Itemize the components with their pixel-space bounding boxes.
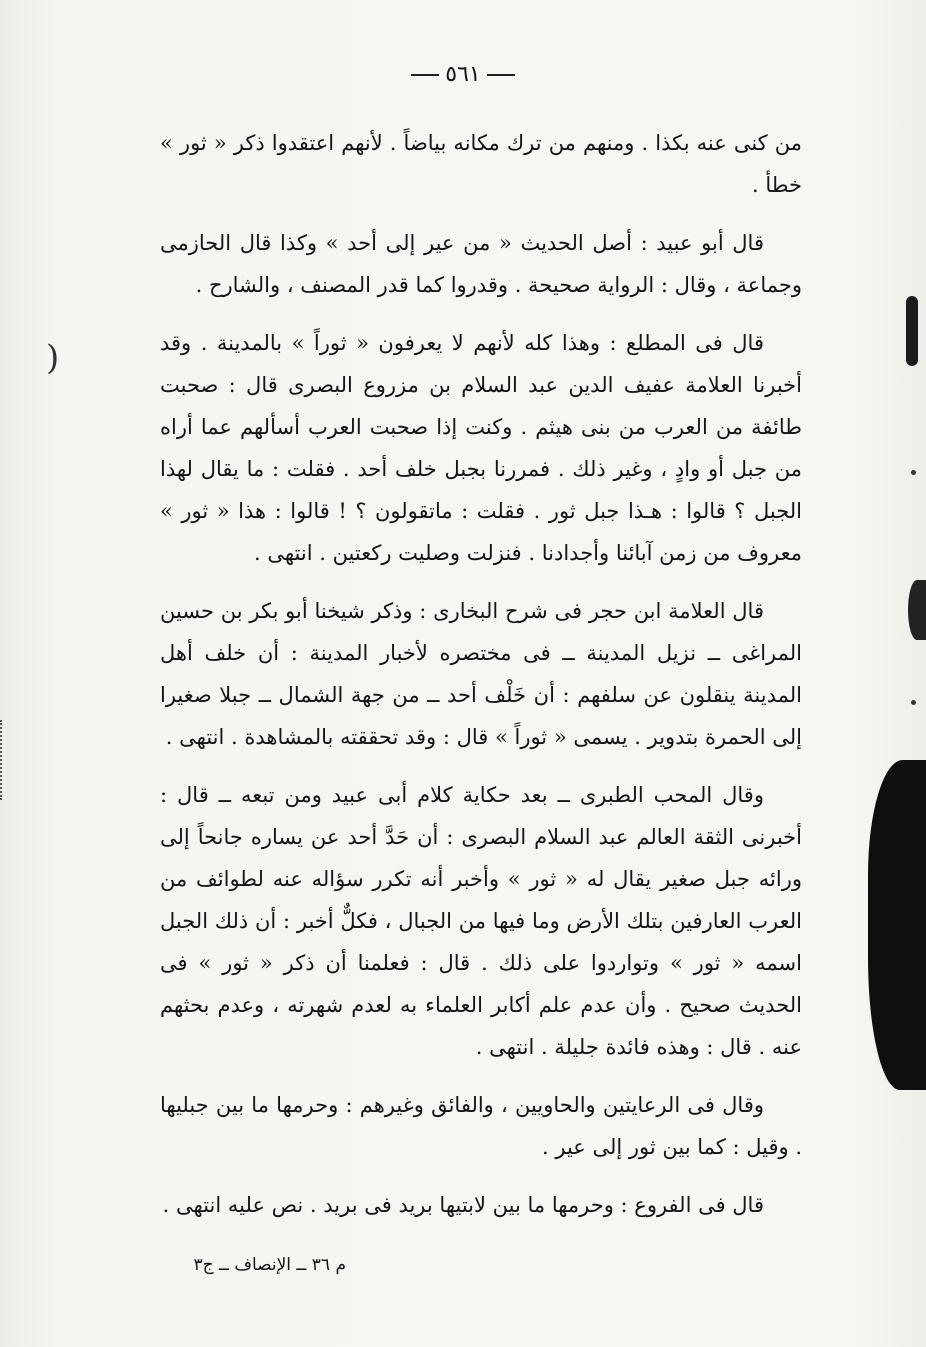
page-number-line xyxy=(0,62,926,87)
scan-edge-mark xyxy=(906,296,918,366)
dash-left xyxy=(411,74,439,76)
scan-edge-dot xyxy=(911,700,916,705)
dash-right xyxy=(487,74,515,76)
scan-ink-blot xyxy=(868,760,926,1090)
paragraph-2: قال أبو عبيد : أصل الحديث « من عير إلى أحد » وكذا قال الحازمى وجماعة ، وقال : الرواية صحيحة . وقدروا كما قدر المصنف ، والشارح . xyxy=(160,231,802,297)
scan-ink-mark xyxy=(908,580,926,640)
paragraph-7: قال فى الفروع : وحرمها ما بين لابتيها بريد فى بريد . نص عليه انتهى . xyxy=(162,1193,764,1217)
paragraph-4: قال العلامة ابن حجر فى شرح البخارى : وذكر شيخنا أبو بكر بن حسين المراغى ــ نزيل المدينة ــ فى مختصره لأخبار المدينة : أن خلف أهل المدينة ينقلون عن سلفهم : أن خَلْف أحد ــ من جهة الشمال ــ جبلا صغيرا إلى الحمرة بتدوير . يسمى « ثوراً » قال : وقد تحققته بالمشاهدة . انتهى . xyxy=(160,599,802,749)
paragraph-1: من كنى عنه بكذا . ومنهم من ترك مكانه بياضاً . لأنهم اعتقدوا ذكر « ثور » خطأ . xyxy=(160,131,802,197)
body-text xyxy=(160,122,802,1242)
paragraph-5: وقال المحب الطبرى ــ بعد حكاية كلام أبى عبيد ومن تبعه ــ قال : أخبرنى الثقة العالم عبد السلام البصرى : أن حَدَّ أحد عن يساره جانحاً إلى ورائه جبل صغير يقال له « ثور » وأخبر أنه تكرر سؤاله عنه لطوائف من العرب العارفين بتلك الأرض وما فيها من الجبال ، فكلٌّ أخبر : أن ذلك الجبل اسمه « ثور » وتواردوا على ذلك . قال : فعلمنا أن ذكر « ثور » فى الحديث صحيح . وأن عدم علم أكابر العلماء به لعدم شهرته ، وعدم بحثهم عنه . قال : وهذه فائدة جليلة . انتهى . xyxy=(160,783,802,1059)
signature-footer: م ٣٦ ــ الإنصاف ــ ج٣ xyxy=(193,1255,346,1275)
paragraph-3: قال فى المطلع : وهذا كله لأنهم لا يعرفون « ثوراً » بالمدينة . وقد أخبرنا العلامة عفيف الدين عبد السلام بن مزروع البصرى قال : صحبت طائفة من العرب من بنى هيثم . وكنت إذا صحبت العرب أسألهم عما أراه من جبل أو وادٍ ، وغير ذلك . فمررنا بجبل خلف أحد . فقلت : ما يقال لهذا الجبل ؟ قالوا : هـذا جبل ثور . فقلت : ماتقولون ؟ ! قالوا : هذا « ثور » معروف من زمن آبائنا وأجدادنا . فنزلت وصليت ركعتين . انتهى . xyxy=(160,331,802,565)
paragraph-6: وقال فى الرعايتين والحاويين ، والفائق وغيرهم : وحرمها ما بين جبليها . وقيل : كما بين ثور إلى عير . xyxy=(160,1093,802,1159)
margin-bracket-mark: ( xyxy=(46,338,60,378)
scan-edge-dot xyxy=(911,470,916,475)
page-number: ٥٦١ xyxy=(445,62,481,87)
margin-specks xyxy=(0,720,14,800)
